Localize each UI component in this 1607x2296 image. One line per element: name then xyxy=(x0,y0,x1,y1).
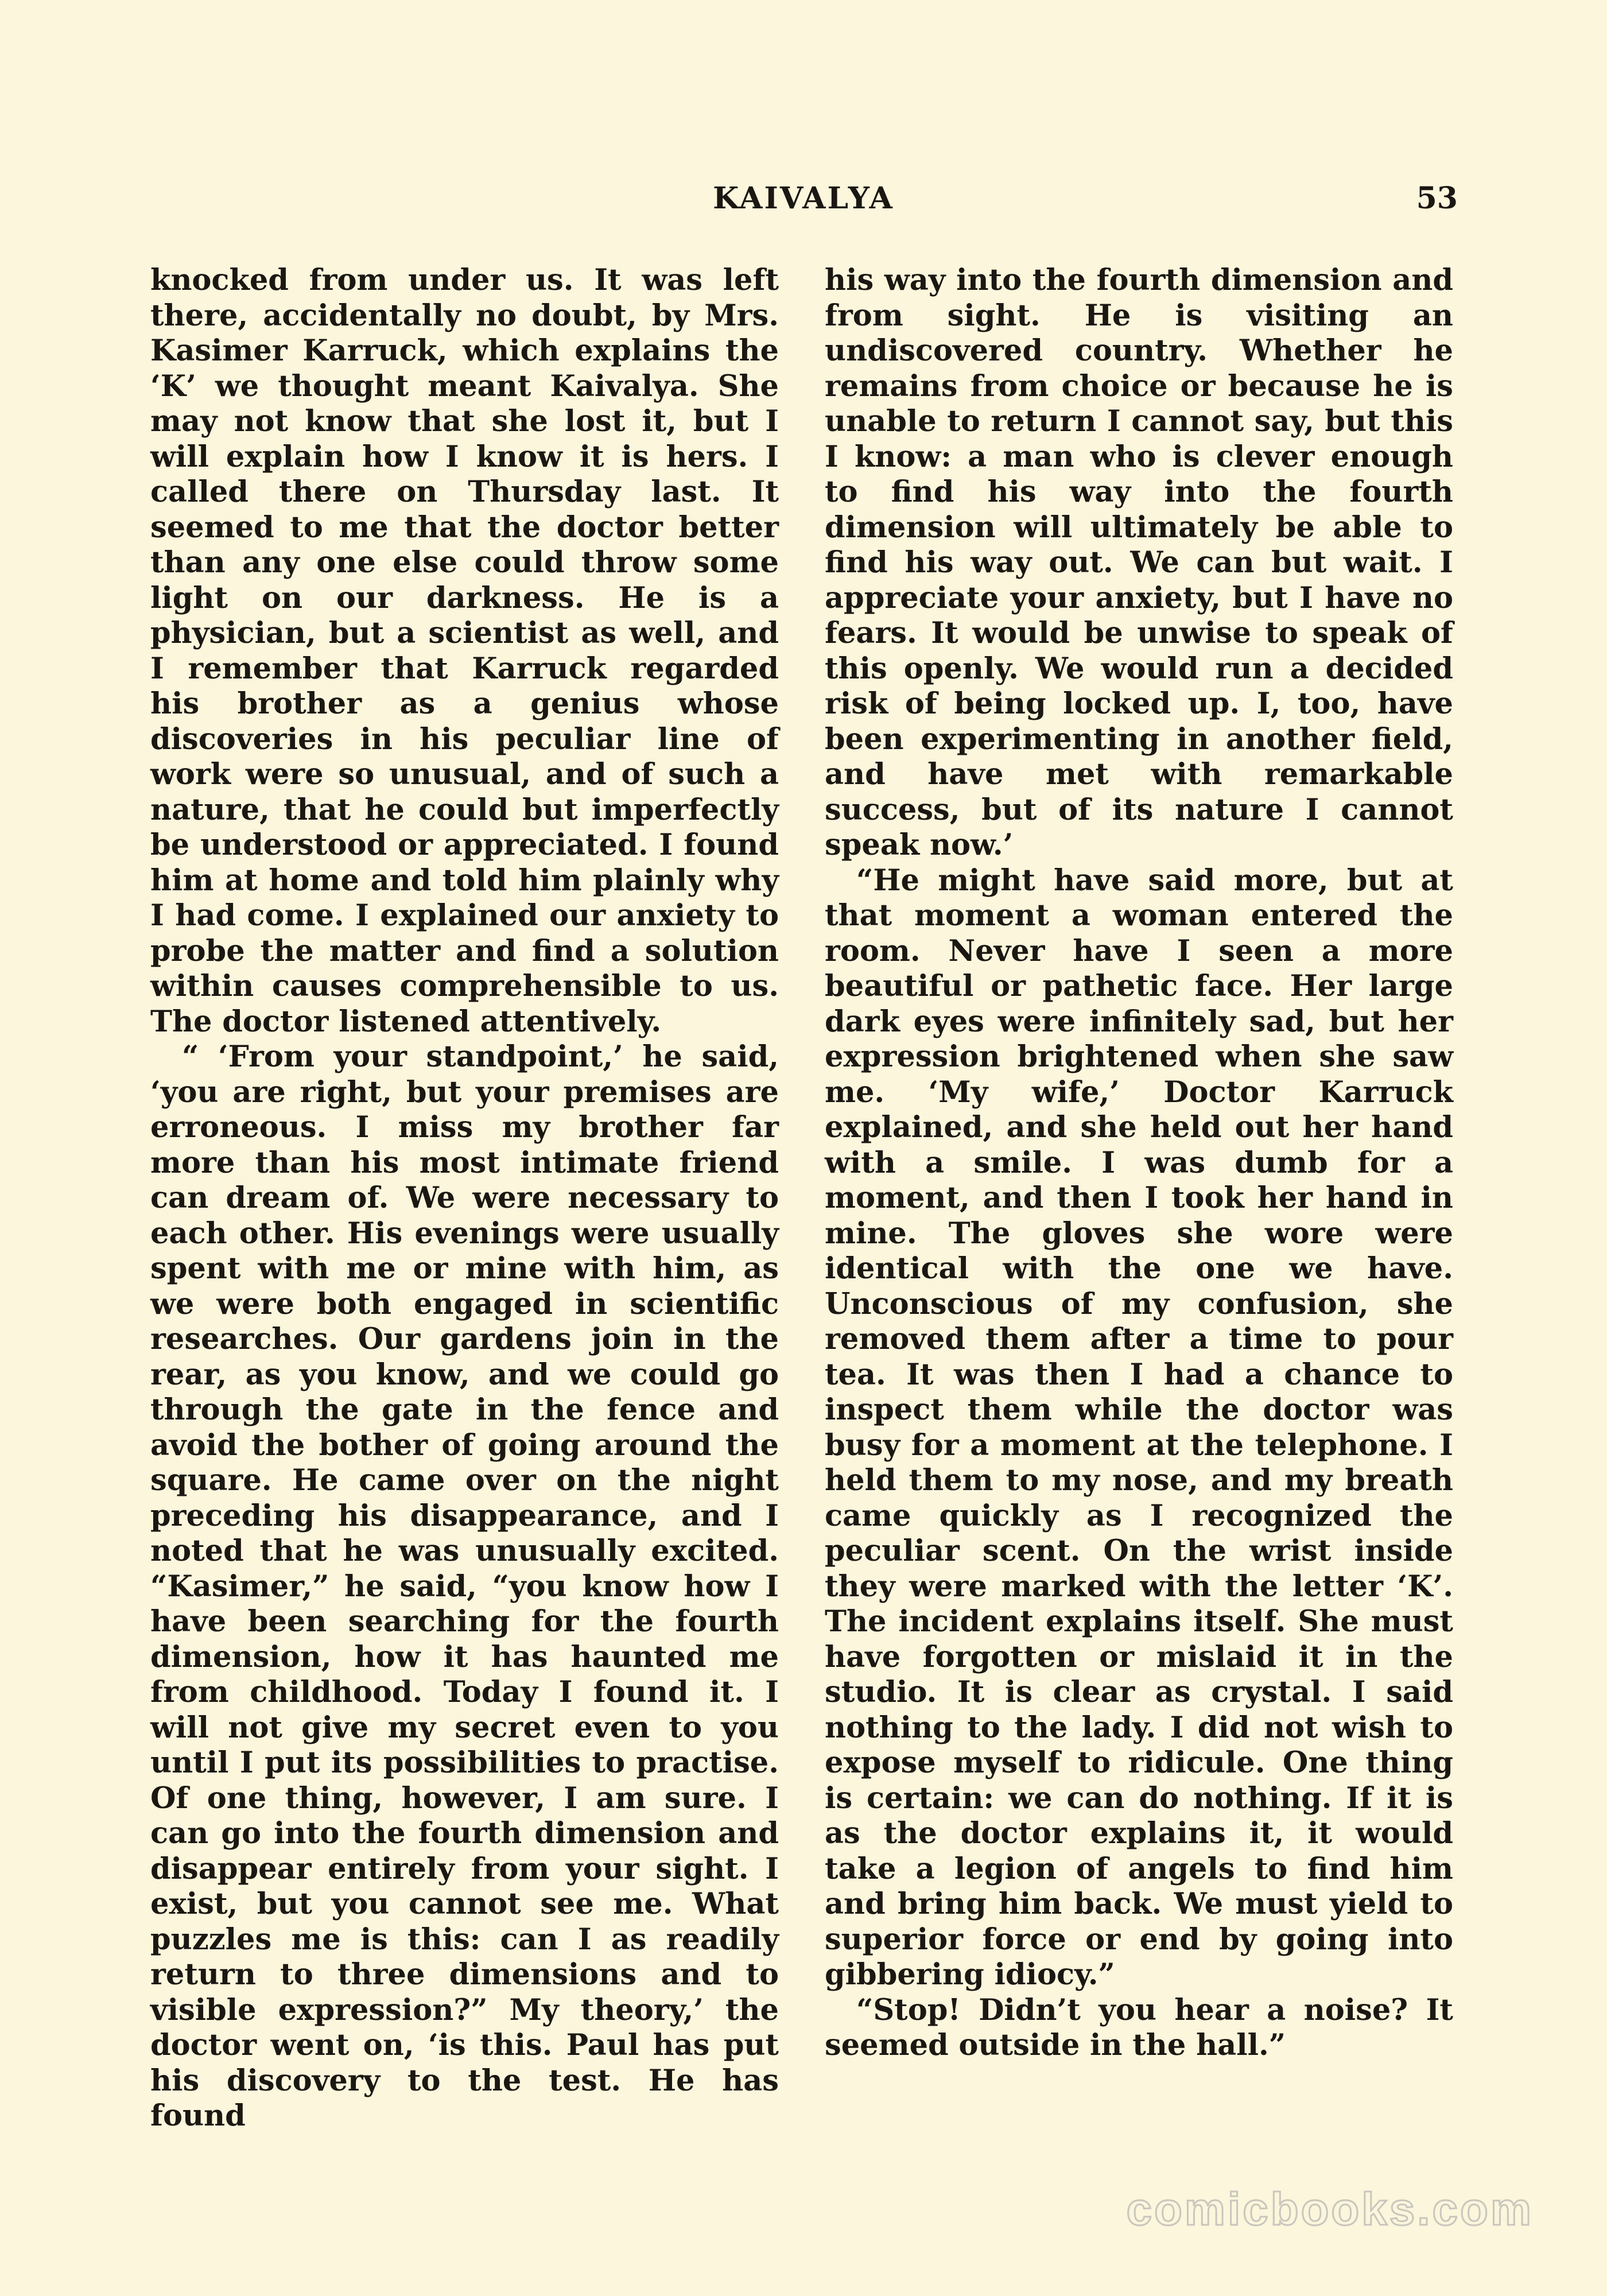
running-title: KAIVALYA xyxy=(713,181,894,216)
site-watermark: comicbooks.com xyxy=(1126,2183,1534,2235)
right-text-column xyxy=(825,263,1453,2064)
paragraph: knocked from under us. It was left there, accidentally no doubt, by Mrs. Kasimer Karruck, which explains the ‘K’ we thought meant Kaivalya. She may not know that she lost it, but I will explain how I know it is hers. I called there on Thursday last. It seemed to me that the doctor better than any one else could throw some light on our darkness. He is a physician, but a scientist as well, and I remember that Karruck regarded his brother as a genius whose discoveries in his peculiar line of work were so unusual, and of such a nature, that he could but imperfectly be understood or appreciated. I found him at home and told him plainly why I had come. I explained our anxiety to probe the matter and find a solution within causes comprehensible to us. The doctor listened attentively. xyxy=(150,263,779,1039)
left-text-column xyxy=(150,263,779,2134)
paragraph: “He might have said more, but at that moment a woman entered the room. Never have I seen a more beautiful or pathetic face. Her large dark eyes were infinitely sad, but her expression brightened when she saw me. ‘My wife,’ Doctor Karruck explained, and she held out her hand with a smile. I was dumb for a moment, and then I took her hand in mine. The gloves she wore were identical with the one we have. Unconscious of my confusion, she removed them after a time to pour tea. It was then I had a chance to inspect them while the doctor was busy for a moment at the telephone. I held them to my nose, and my breath came quickly as I recognized the peculiar scent. On the wrist inside they were marked with the letter ‘K’. The incident explains itself. She must have forgotten or mislaid it in the studio. It is clear as crystal. I said nothing to the lady. I did not wish to expose myself to ridicule. One thing is certain: we can do nothing. If it is as the doctor explains it, it would take a legion of angels to find him and bring him back. We must yield to superior force or end by going into gibbering idiocy.” xyxy=(825,863,1453,1992)
page-number: 53 xyxy=(1416,181,1458,216)
paragraph: “ ‘From your standpoint,’ he said, ‘you are right, but your premises are erroneous. I miss my brother far more than his most intimate friend can dream of. We were necessary to each other. His evenings were usually spent with me or mine with him, as we were both engaged in scientific researches. Our gardens join in the rear, as you know, and we could go through the gate in the fence and avoid the bother of going around the square. He came over on the night preceding his disappearance, and I noted that he was unusually excited. “Kasimer,” he said, “you know how I have been searching for the fourth dimension, how it has haunted me from childhood. Today I found it. I will not give my secret even to you until I put its possibilities to practise. Of one thing, however, I am sure. I can go into the fourth dimension and disappear entirely from your sight. I exist, but you cannot see me. What puzzles me is this: can I as readily return to three dimensions and to visible expression?” My theory,’ the doctor went on, ‘is this. Paul has put his discovery to the test. He has found xyxy=(150,1040,779,2133)
paragraph: “Stop! Didn’t you hear a noise? It seemed outside in the hall.” xyxy=(825,1992,1453,2062)
paragraph: his way into the fourth dimension and from sight. He is visiting an undiscovered country. Whether he remains from choice or because he is unable to return I cannot say, but this I know: a man who is clever enough to find his way into the fourth dimension will ultimately be able to find his way out. We can but wait. I appreciate your anxiety, but I have no fears. It would be unwise to speak of this openly. We would run a decided risk of being locked up. I, too, have been experimenting in another field, and have met with remarkable success, but of its nature I cannot speak now.’ xyxy=(825,263,1453,862)
page-header xyxy=(149,181,1458,227)
